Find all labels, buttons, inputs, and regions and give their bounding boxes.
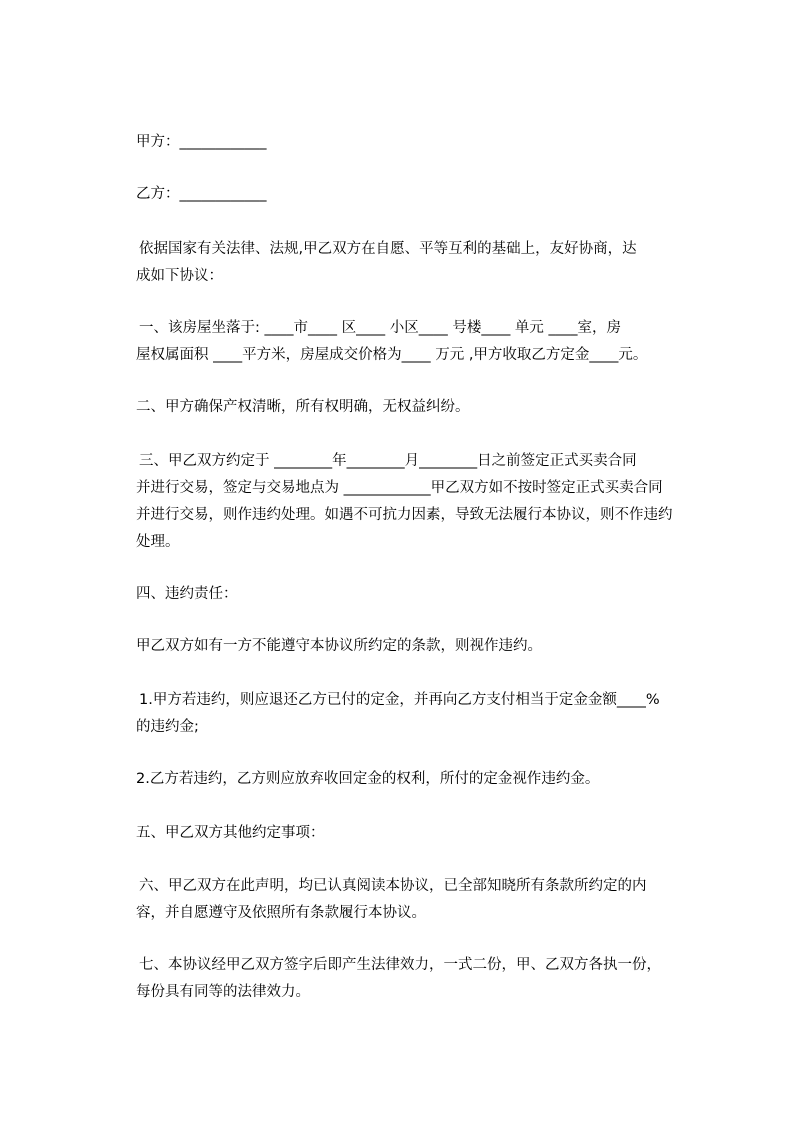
- clause-3-line-3: 并进行交易，则作违约处理。如遇不可抗力因素，导致无法履行本协议，则不作违约: [136, 507, 673, 523]
- clause-6-line-1: 六、甲乙双方在此声明，均已认真阅读本协议，已全部知晓所有条款所约定的内: [139, 878, 647, 894]
- party-a-line: 甲方：____________: [136, 134, 267, 150]
- party-b-line: 乙方：____________: [136, 186, 267, 202]
- preamble-line-2: 成如下协议：: [136, 268, 223, 284]
- clause-6-line-2: 容，并自愿遵守及依照所有条款履行本协议。: [136, 905, 426, 921]
- clause-1-line-2: 屋权属面积 ____平方米，房屋成交价格为____ 万元 ,甲方收取乙方定金____元。: [136, 347, 648, 363]
- clause-2-line: 二、甲方确保产权清晰，所有权明确，无权益纠纷。: [136, 399, 470, 415]
- clause-4-intro: 甲乙双方如有一方不能遵守本协议所约定的条款，则视作违约。: [136, 638, 542, 654]
- clause-4-item-2: 2.乙方若违约，乙方则应放弃收回定金的权利，所付的定金视作违约金。: [136, 771, 600, 787]
- clause-3-line-4: 处理。: [136, 534, 180, 550]
- clause-3-line-1: 三、甲乙双方约定于 ________年________月________日之前签定正式买卖合同: [139, 453, 637, 469]
- clause-7-line-2: 每份具有同等的法律效力。: [136, 984, 310, 1000]
- clause-4-item-1-line-1: 1.甲方若违约，则应退还乙方已付的定金，并再向乙方支付相当于定金金额____%: [139, 692, 660, 708]
- clause-4-item-1-line-2: 的违约金;: [136, 719, 199, 735]
- clause-3-line-2: 并进行交易，签定与交易地点为 ____________甲乙双方如不按时签定正式买卖合同: [136, 480, 663, 496]
- clause-5-line: 五、甲乙双方其他约定事项：: [136, 825, 325, 841]
- clause-4-title: 四、违约责任：: [136, 586, 238, 602]
- preamble-line-1: 依据国家有关法律、法规,甲乙双方在自愿、平等互利的基础上，友好协商，达: [139, 241, 637, 257]
- clause-1-line-1: 一、该房屋坐落于: ____市____ 区____ 小区____ 号楼____ 单元 ____室，房: [139, 320, 622, 336]
- clause-7-line-1: 七、本协议经甲乙双方签字后即产生法律效力，一式二份，甲、乙双方各执一份，: [139, 957, 661, 973]
